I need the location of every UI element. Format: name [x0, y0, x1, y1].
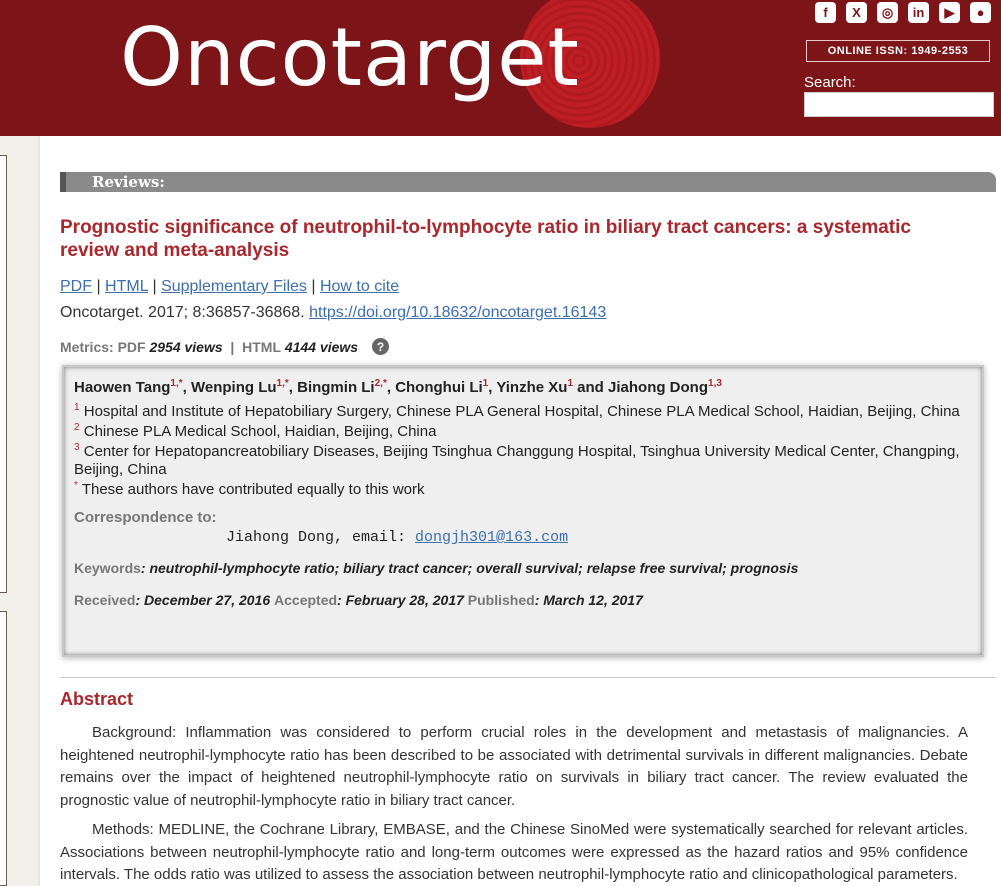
author-name[interactable]: Jiahong Dong	[608, 379, 709, 396]
affiliation-sup: 2	[74, 422, 80, 433]
left-sidebar-panel	[0, 155, 7, 593]
affiliation-sup: 1	[74, 402, 80, 413]
site-header	[0, 0, 1001, 136]
correspondence-name: Jiahong Dong, email:	[226, 529, 407, 546]
instagram-icon[interactable]: ◎	[877, 2, 898, 23]
linkedin-icon[interactable]: in	[908, 2, 929, 23]
search-label: Search:	[804, 74, 856, 91]
affiliation	[74, 423, 972, 441]
author-sup: 1,*	[170, 378, 183, 389]
author-sup: 1	[482, 378, 489, 389]
published-label: Published	[467, 592, 535, 608]
affiliation-text: Center for Hepatopancreatobiliary Diseases, Beijing Tsinghua Changgung Hospital, Tsinghua University Medical Center, Changping, Beijing, China	[74, 443, 960, 478]
affiliation-text: Hospital and Institute of Hepatobiliary Surgery, Chinese PLA General Hospital, Chinese PLA Medical School, Haidian, Beijing, China	[83, 403, 960, 420]
article-dates	[74, 592, 972, 608]
citation-text: Oncotarget. 2017; 8:36857-36868.	[60, 304, 305, 321]
help-icon[interactable]: ?	[372, 338, 389, 355]
correspondence-email-link[interactable]: dongjh301@163.com	[415, 529, 569, 546]
article-info-card	[62, 365, 984, 657]
site-logo[interactable]: Oncotarget	[120, 11, 580, 104]
affiliation-text: Chinese PLA Medical School, Haidian, Beijing, China	[83, 423, 437, 440]
affiliation-text: These authors have contributed equally to this work	[81, 481, 425, 498]
abstract-paragraph: Methods: MEDLINE, the Cochrane Library, EMBASE, and the Chinese SinoMed were systematically searched for relevant articles. Associations between neutrophil-lymphocyte ratio and long-term outcomes were expressed as the hazard ratios and 95% confidence intervals. The odds ratio was utilized to assess the association between neutrophil-lymphocyte ratio and clinicopathological parameters.	[60, 821, 968, 883]
article-links: PDF | HTML | Supplementary Files | How to cite	[60, 278, 400, 295]
affiliation-sup: 3	[74, 442, 80, 453]
author-sup: 2,*	[374, 378, 387, 389]
keywords-label: Keywords	[74, 560, 141, 576]
how-to-cite-link[interactable]: How to cite	[319, 278, 400, 295]
author-name[interactable]: Wenping Lu	[190, 379, 277, 396]
abstract-paragraph: Background: Inflammation was considered to perform crucial roles in the development and metastasis of malignancies. A heightened neutrophil-lymphocyte ratio has been described to be associated with detrimental survivals in different malignancies. Debate remains over the impact of heightened neutrophil-lymphocyte ratio on survivals in biliary tract cancer. The review evaluated the prognostic value of neutrophil-lymphocyte ratio in biliary tract cancer.	[60, 724, 968, 809]
accepted-date: : February 28, 2017	[337, 592, 464, 608]
supplementary-files-link[interactable]: Supplementary Files	[161, 278, 307, 295]
article-title: Prognostic significance of neutrophil-to-lymphocyte ratio in biliary tract cancers: a systematic review and meta-analysis	[60, 217, 911, 261]
author-sup: 1,3	[708, 378, 722, 389]
author-name[interactable]: Haowen Tang	[74, 379, 171, 396]
left-sidebar-panel-2	[0, 611, 7, 886]
facebook-icon[interactable]: f	[815, 2, 836, 23]
pdf-link[interactable]: PDF	[60, 278, 92, 295]
reddit-icon[interactable]: ●	[970, 2, 991, 23]
youtube-icon[interactable]: ▶	[939, 2, 960, 23]
metrics-pdf-views: 2954 views	[149, 338, 223, 355]
affiliation	[74, 443, 972, 479]
author-list: Haowen Tang$^{1,*}$, Wenping $Lu^{1,*}$, Bingmin $Li^{2,*}$, Chonghui Li$^1$, Yinzhe Xu$^1$ and Jiahong Dong$^{1,3}$	[74, 378, 722, 396]
author-name[interactable]: Yinzhe Xu	[496, 379, 568, 396]
citation	[60, 304, 606, 322]
html-link[interactable]: HTML	[105, 278, 149, 295]
correspondence-line	[226, 529, 972, 546]
metrics-pdf-label: PDF	[117, 338, 146, 355]
metrics-html-label: HTML	[242, 338, 282, 355]
abstract-body	[60, 722, 968, 886]
search-input[interactable]	[804, 92, 994, 117]
section-heading: Reviews:	[60, 172, 996, 192]
received-label: Received	[74, 592, 136, 608]
author-sup: 1	[567, 378, 573, 389]
article-content	[38, 136, 1001, 886]
received-date: : December 27, 2016	[135, 592, 271, 608]
author-name[interactable]: Chonghui Li	[395, 379, 483, 396]
social-links	[815, 2, 991, 23]
published-date: : March 12, 2017	[534, 592, 643, 608]
metrics: Metrics: PDF 2954 views | HTML 4144 views ?	[60, 338, 389, 355]
doi-link[interactable]: https://doi.org/10.18632/oncotarget.16143	[309, 304, 607, 321]
author-sup: 1,*	[276, 378, 289, 389]
correspondence-label: Correspondence to:	[74, 509, 217, 526]
divider	[60, 677, 996, 678]
accepted-label: Accepted	[274, 592, 338, 608]
issn-badge: ONLINE ISSN: 1949-2553	[806, 40, 990, 62]
metrics-label: Metrics:	[60, 338, 114, 355]
author-name[interactable]: Bingmin Li	[297, 379, 375, 396]
keywords	[74, 560, 972, 576]
abstract-heading: Abstract	[60, 689, 134, 709]
x-icon[interactable]: X	[846, 2, 867, 23]
metrics-html-views: 4144 views	[284, 338, 359, 355]
keywords-value: : neutrophil-lymphocyte ratio; biliary tract cancer; overall survival; relapse free survival; prognosis	[140, 560, 799, 576]
affiliation	[74, 481, 972, 499]
affiliation-sup: *	[74, 480, 78, 491]
affiliation	[74, 403, 972, 421]
